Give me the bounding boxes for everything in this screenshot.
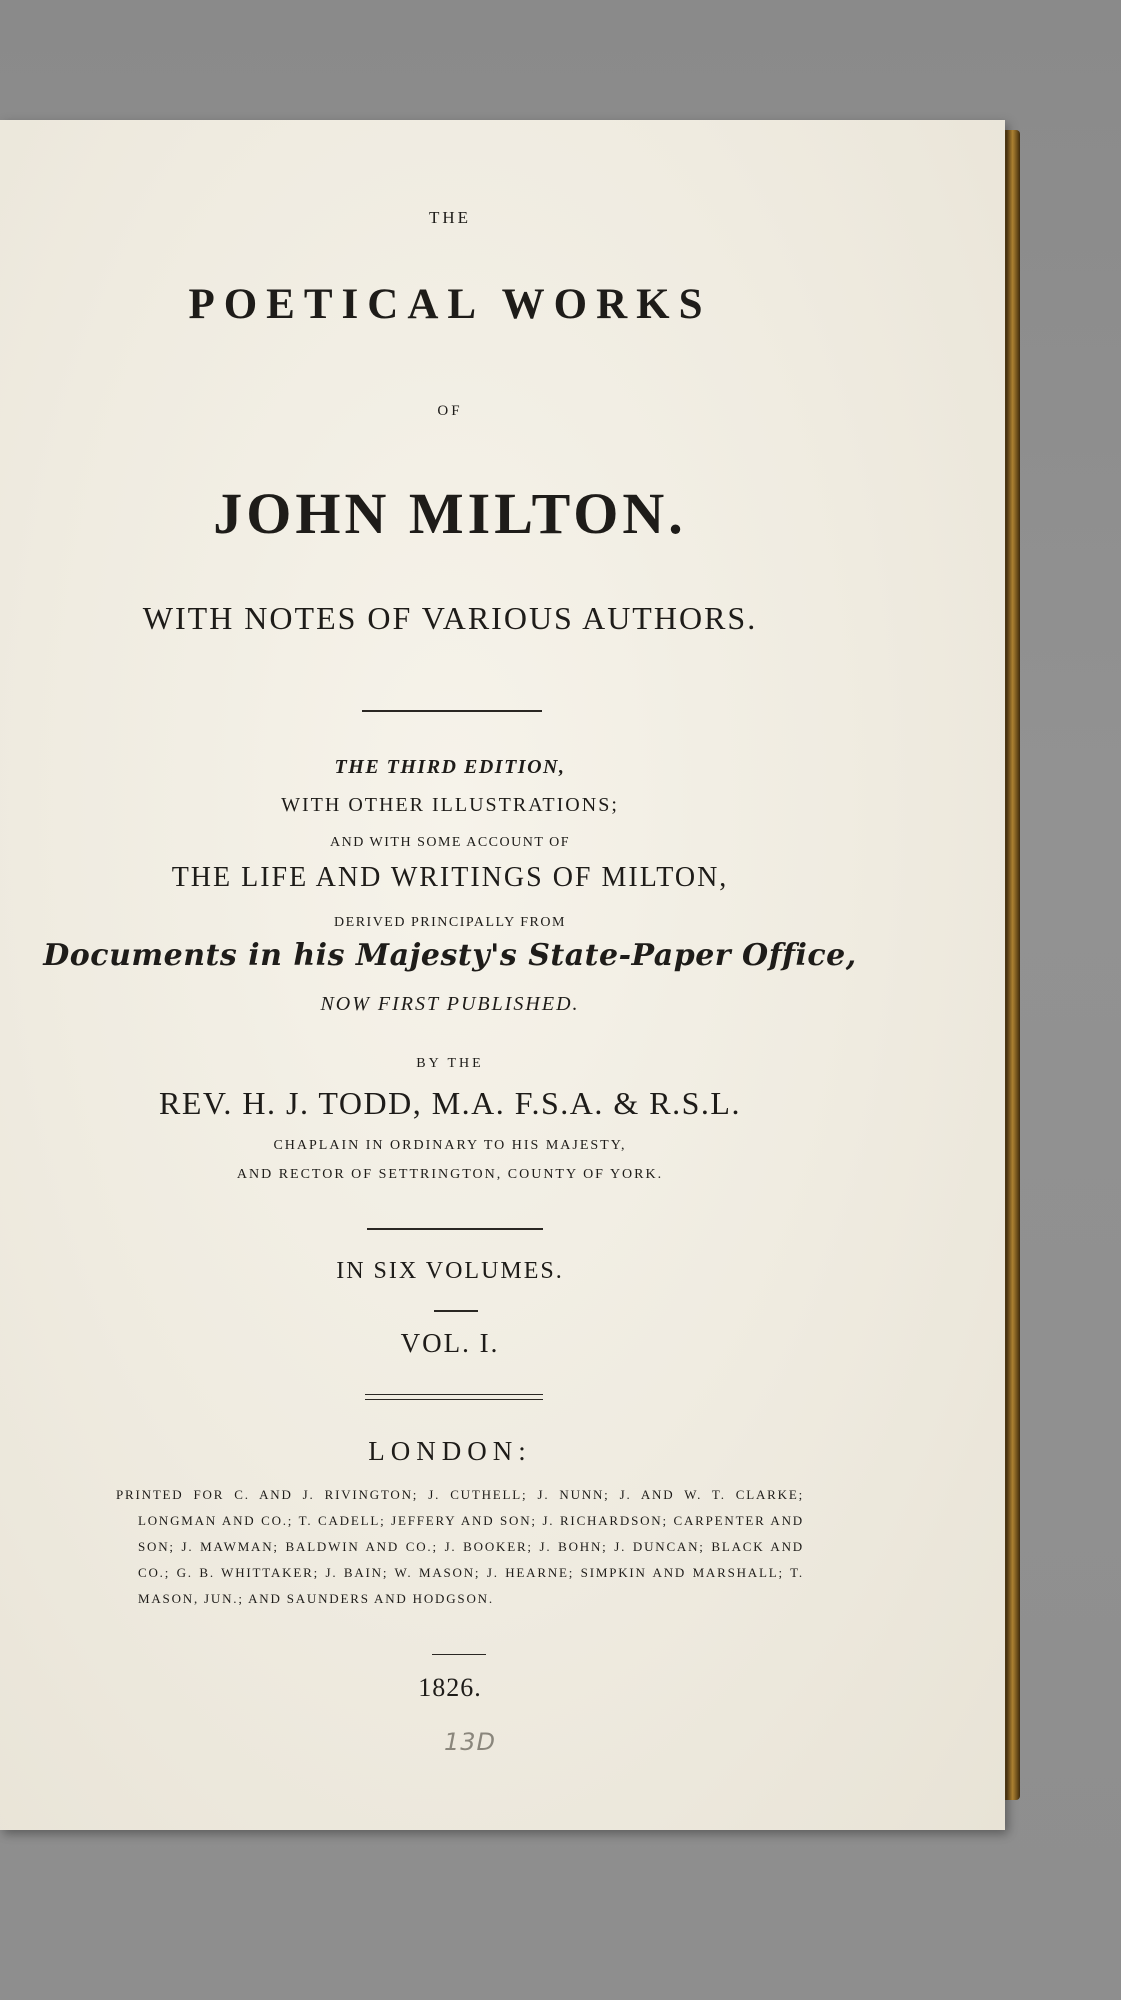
- volume-number: VOL. I.: [400, 1328, 500, 1358]
- publication-year: 1826.: [418, 1673, 482, 1702]
- work-title: POETICAL WORKS: [188, 281, 712, 328]
- life-writings-line: THE LIFE AND WRITINGS OF MILTON,: [171, 862, 729, 893]
- title-of: OF: [437, 403, 463, 419]
- account-line: AND WITH SOME ACCOUNT OF: [329, 835, 571, 850]
- documents-blackletter-line: Documents in his Majesty's State-Paper Office,: [43, 938, 857, 973]
- imprint-city: LONDON:: [368, 1436, 532, 1466]
- double-rule-bottom: [365, 1399, 543, 1400]
- volumes-count: IN SIX VOLUMES.: [336, 1258, 564, 1284]
- double-rule-top: [365, 1394, 543, 1395]
- edition-line: THE THIRD EDITION,: [334, 756, 566, 778]
- author-name: JOHN MILTON.: [213, 481, 687, 546]
- title-article: THE: [428, 208, 472, 227]
- chaplain-line: CHAPLAIN IN ORDINARY TO HIS MAJESTY,: [273, 1138, 627, 1153]
- derived-line: DERIVED PRINCIPALLY FROM: [334, 915, 566, 930]
- now-first-published-line: NOW FIRST PUBLISHED.: [320, 993, 580, 1015]
- title-page-content: [0, 120, 900, 1830]
- rector-line: AND RECTOR OF SETTRINGTON, COUNTY OF YORK.: [236, 1167, 664, 1182]
- illustrations-line: WITH OTHER ILLUSTRATIONS;: [281, 794, 619, 816]
- divider-rule: [362, 710, 542, 712]
- title-page: [0, 120, 1005, 1830]
- printers-list: PRINTED FOR C. AND J. RIVINGTON; J. CUTHELL; J. NUNN; J. AND W. T. CLARKE; LONGMAN AND CO.; T. CADELL; JEFFERY AND SON; J. RICHARDSON; CARPENTER AND SON; J. MAWMAN; BALDWIN AND CO.; J. BOOKER; J. BOHN; J. DUNCAN; BLACK AND CO.; G. B. WHITTAKER; J. BAIN; W. MASON; J. HEARNE; SIMPKIN AND MARSHALL; T. MASON, JUN.; AND SAUNDERS AND HODGSON.: [116, 1487, 804, 1606]
- pencil-annotation: 13D: [443, 1728, 497, 1756]
- subtitle-notes: WITH NOTES OF VARIOUS AUTHORS.: [142, 600, 758, 636]
- by-the-line: BY THE: [416, 1056, 484, 1071]
- divider-rule: [367, 1228, 543, 1230]
- short-rule: [434, 1310, 478, 1312]
- editor-name: REV. H. J. TODD, M.A. F.S.A. & R.S.L.: [159, 1085, 741, 1121]
- short-rule: [432, 1654, 486, 1655]
